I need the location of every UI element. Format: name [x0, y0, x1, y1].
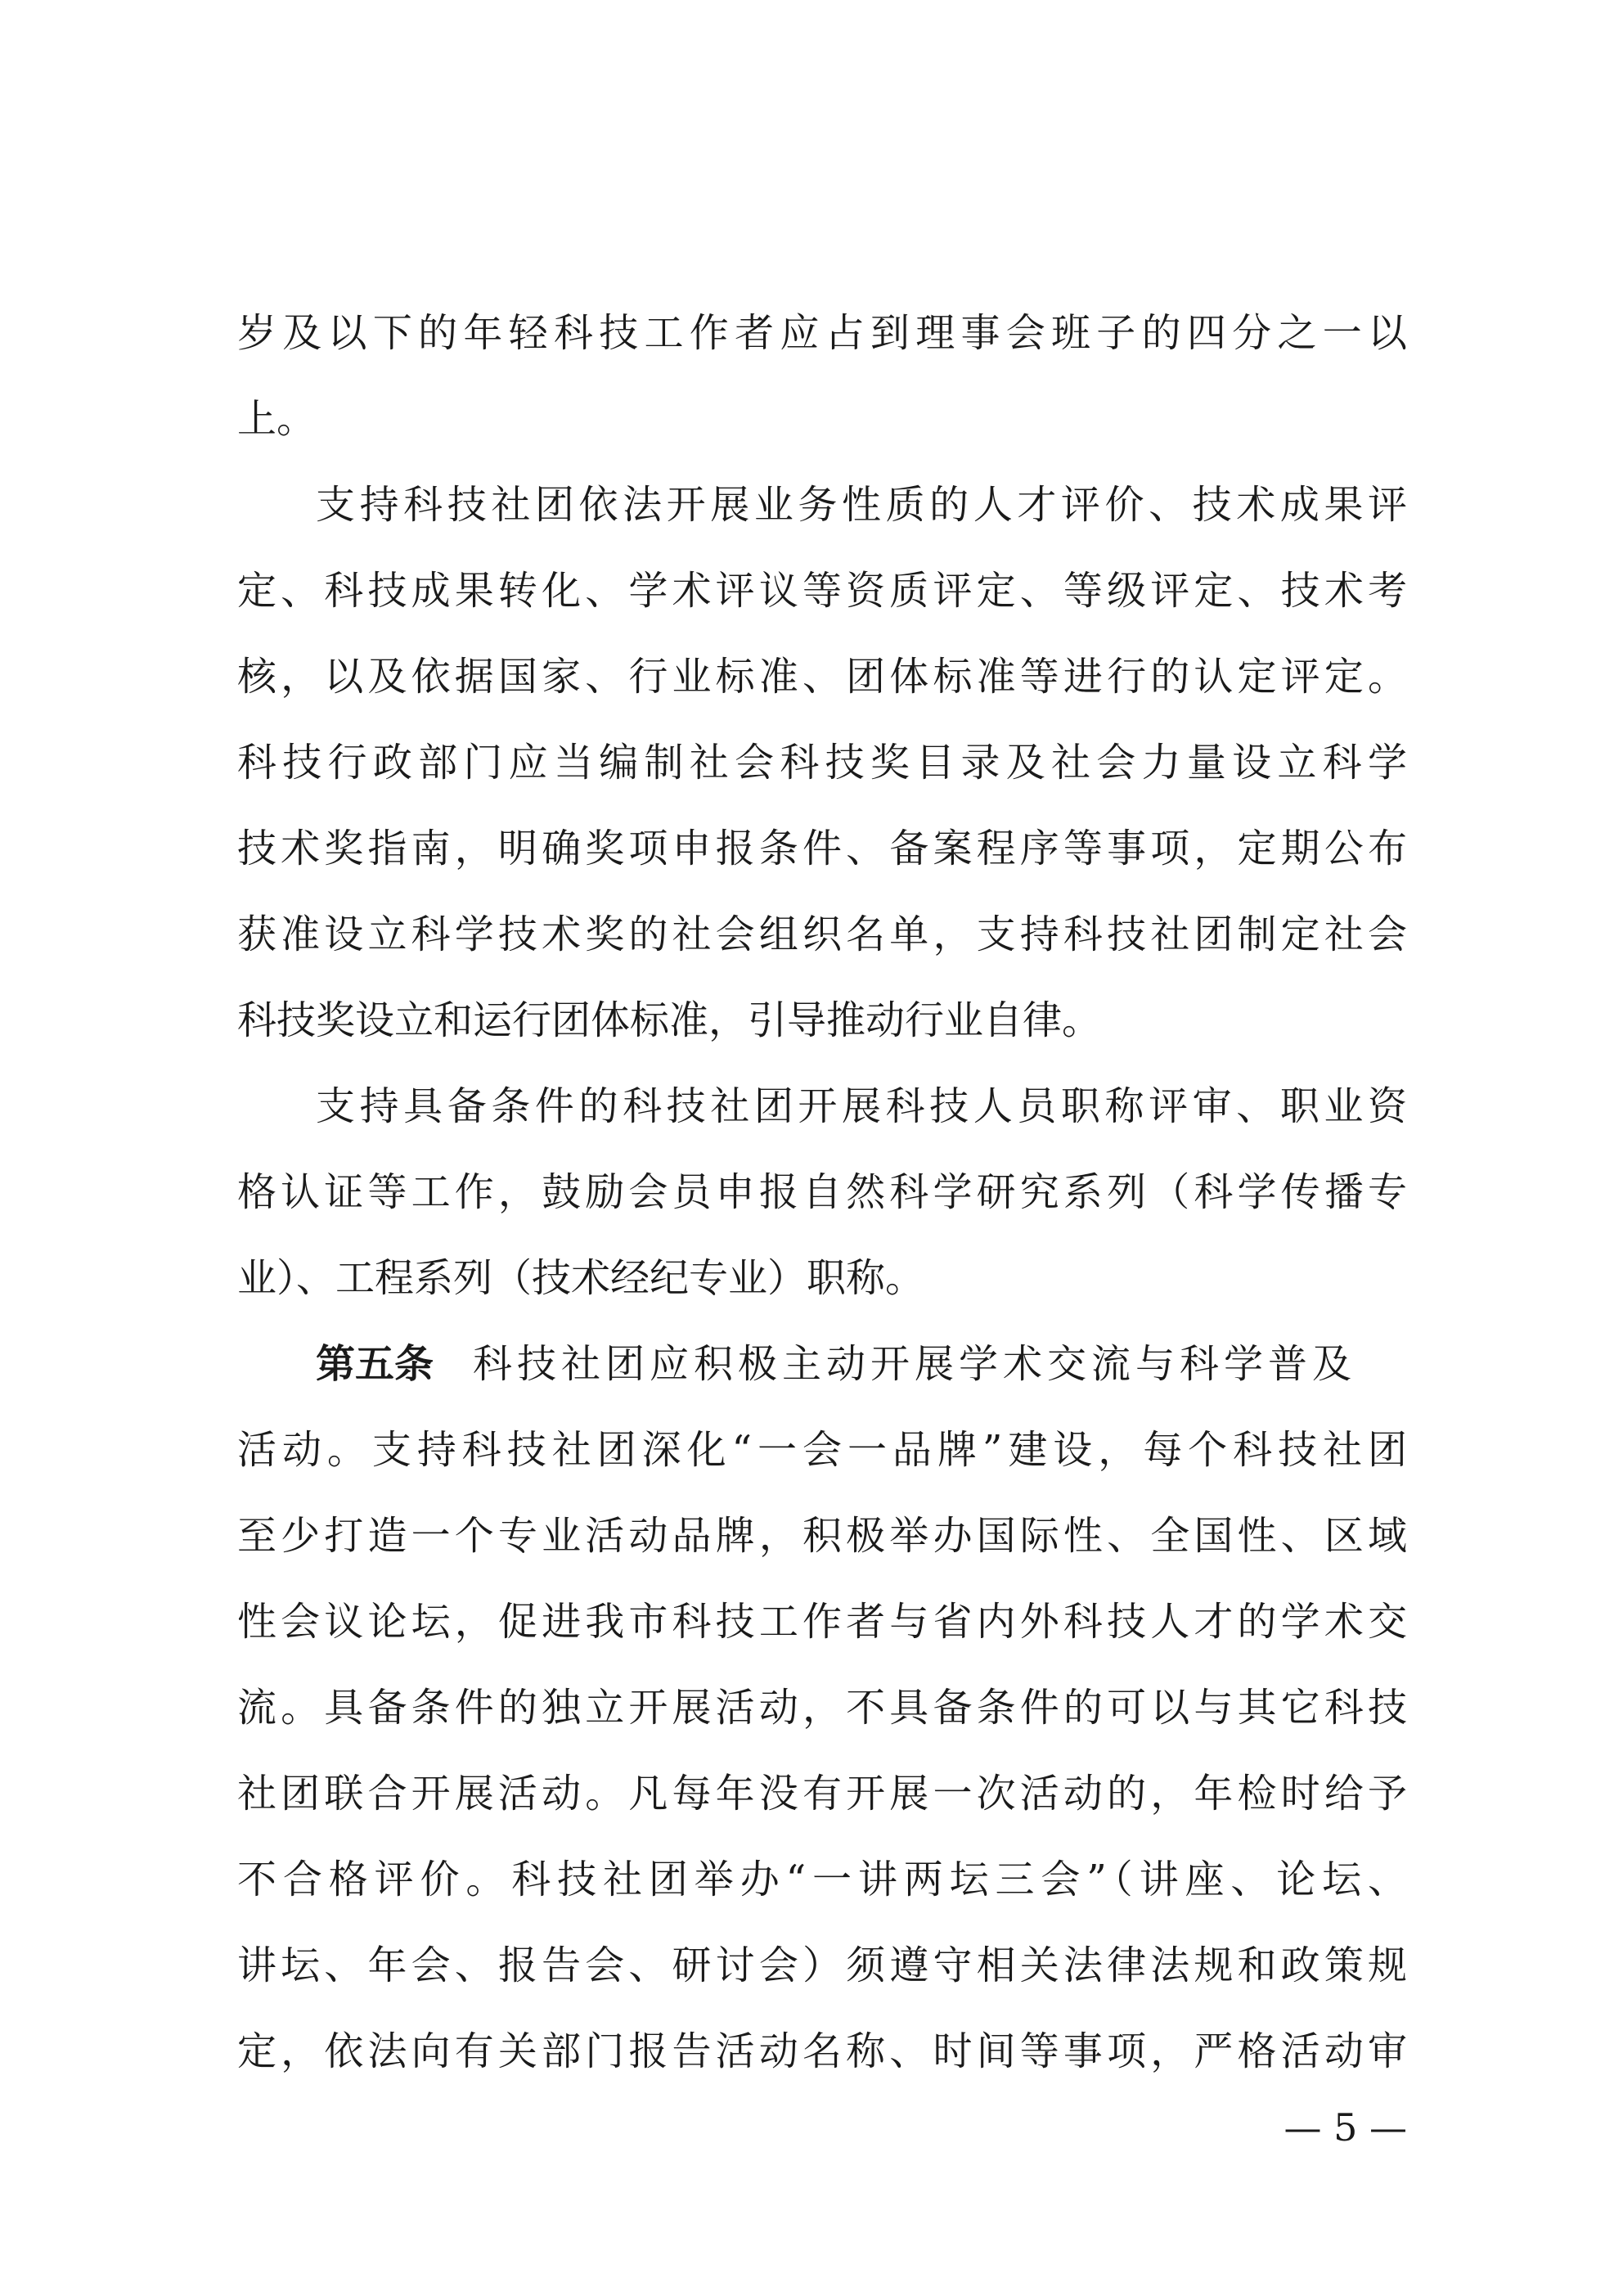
- paragraph-2-line-4: 科技行政部门应当编制社会科技奖目录及社会力量设立科学: [237, 740, 1407, 786]
- paragraph-2-line-6: 获准设立科学技术奖的社会组织名单，支持科技社团制定社会: [237, 912, 1407, 957]
- paragraph-1-line-2: 上。: [237, 396, 317, 442]
- paragraph-2-line-2: 定、科技成果转化、学术评议等资质评定、等级评定、技术考: [237, 568, 1407, 614]
- article-5-line-9: 定，依法向有关部门报告活动名称、时间等事项，严格活动审: [237, 2028, 1407, 2074]
- article-5-line-8: 讲坛、年会、报告会、研讨会）须遵守相关法律法规和政策规: [237, 1943, 1407, 1988]
- page-number: — 5 —: [1284, 2105, 1407, 2150]
- paragraph-2-line-1: 支持科技社团依法开展业务性质的人才评价、技术成果评: [316, 482, 1407, 528]
- paragraph-2-line-3: 核，以及依据国家、行业标准、团体标准等进行的认定评定。: [237, 654, 1407, 700]
- article-5-line-1: [316, 1339, 1407, 1389]
- article-5-line-2: 活动。支持科技社团深化“一会一品牌”建设，每个科技社团: [237, 1427, 1407, 1473]
- article-number: 第五条: [316, 1341, 434, 1387]
- article-5-line-3: 至少打造一个专业活动品牌，积极举办国际性、全国性、区域: [237, 1513, 1407, 1559]
- article-5-line-4: 性会议论坛，促进我市科技工作者与省内外科技人才的学术交: [237, 1599, 1407, 1645]
- paragraph-3-line-3: 业）、工程系列（技术经纪专业）职称。: [237, 1255, 925, 1301]
- article-5-line-5: 流。具备条件的独立开展活动，不具备条件的可以与其它科技: [237, 1685, 1407, 1731]
- paragraph-3-line-1: 支持具备条件的科技社团开展科技人员职称评审、职业资: [316, 1083, 1407, 1129]
- paragraph-1-line-1: 岁及以下的年轻科技工作者应占到理事会班子的四分之一以: [237, 310, 1407, 356]
- article-5-line-6: 社团联合开展活动。凡每年没有开展一次活动的，年检时给予: [237, 1771, 1407, 1817]
- paragraph-2-line-5: 技术奖指南，明确奖项申报条件、备案程序等事项，定期公布: [237, 826, 1407, 871]
- paragraph-2-line-7: 科技奖设立和运行团体标准，引导推动行业自律。: [237, 997, 1102, 1043]
- paragraph-3-line-2: 格认证等工作，鼓励会员申报自然科学研究系列（科学传播专: [237, 1169, 1407, 1215]
- article-5-line-1-text: 科技社团应积极主动开展学术交流与科学普及: [473, 1341, 1357, 1387]
- article-5-line-7: 不合格评价。科技社团举办“一讲两坛三会”（讲座、论坛、: [237, 1857, 1407, 1902]
